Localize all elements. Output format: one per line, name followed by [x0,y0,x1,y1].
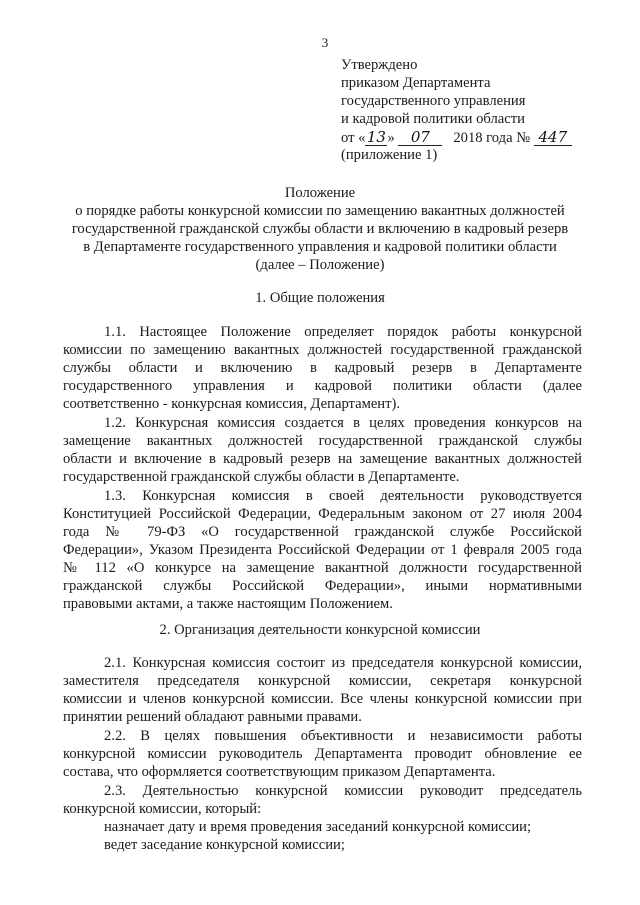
title-line: в Департаменте государственного управления и кадровой политики области [83,239,557,255]
paragraph-line: комиссии и членов конкурсной комиссии. Все члены конкурсной комиссии при [63,691,582,707]
list-item: назначает дату и время проведения заседаний конкурсной комиссии; [104,819,532,835]
page-number: 3 [321,35,329,50]
paragraph-line: комиссии по замещению вакантных должностей государственной гражданской [63,342,582,358]
paragraph-line: 1.1. Настоящее Положение определяет порядок работы конкурсной [104,324,582,340]
paragraph-line: государственной гражданской службы области в Департаменте. [63,469,460,485]
date-year: 2018 года № [453,130,531,146]
document-title: Положение [284,185,356,201]
paragraph-line: года № 79-ФЗ «О государственной гражданской службе Российской [63,524,582,540]
date-mid: » [387,130,395,146]
paragraph-line: соответственно - конкурсная комиссия, Департамент). [63,396,400,412]
paragraph-line: заместителя председателя конкурсной комиссии, секретаря конкурсной [63,673,582,689]
handwritten-number: 447 [534,130,572,146]
approval-line: государственного управления [341,93,526,109]
section-heading: 2. Организация деятельности конкурсной комиссии [159,622,481,638]
approval-line: Утверждено [341,57,418,73]
paragraph-line: правовыми актами, а также настоящим Положением. [63,596,393,612]
paragraph-line: 2.3. Деятельностью конкурсной комиссии руководит председатель [104,783,582,799]
title-line: государственной гражданской службы области и включению в кадровый резерв [71,221,569,237]
paragraph-line: состава, что оформляется соответствующим приказом Департамента. [63,764,496,780]
handwritten-month: 07 [398,130,442,146]
paragraph-line: государственного управления и кадровой политики области (далее [63,378,582,394]
paragraph-line: гражданской службы Российской Федерации», иными нормативными [63,578,582,594]
paragraph-line: 1.3. Конкурсная комиссия в своей деятельности руководствуется [104,488,582,504]
paragraph-line: службы области и включению в кадровый резерв в Департаменте [63,360,582,376]
handwritten-day: 13 [366,128,386,146]
paragraph-line: Федерации», Указом Президента Российской Федерации от 1 февраля 2005 года [63,542,582,558]
list-item: ведет заседание конкурсной комиссии; [104,837,345,853]
paragraph-line: Конституцией Российской Федерации, Федеральным законом от 27 июля 2004 [63,506,582,522]
paragraph-line: принятии решений обладают равными правами. [63,709,362,725]
paragraph-line: 2.2. В целях повышения объективности и независимости работы [104,728,582,744]
approval-line: (приложение 1) [341,147,438,163]
paragraph-line: конкурсной комиссии руководитель Департамента проводит обновление ее [63,746,582,762]
paragraph-line: области и включение в кадровый резерв на замещение вакантных должностей [63,451,582,467]
date-prefix: от « [341,130,366,146]
title-line: (далее – Положение) [255,257,385,273]
paragraph-line: № 112 «О конкурсе на замещение вакантной должности государственной [63,560,582,576]
paragraph-line: 1.2. Конкурсная комиссия создается в целях проведения конкурсов на [104,415,582,431]
approval-line: и кадровой политики области [341,111,525,127]
paragraph-line: замещение вакантных должностей государственной гражданской службы [63,433,582,449]
paragraph-line: 2.1. Конкурсная комиссия состоит из председателя конкурсной комиссии, [104,655,582,671]
approval-date-line [341,130,572,147]
paragraph-line: конкурсной комиссии, который: [63,801,262,817]
title-line: о порядке работы конкурсной комиссии по замещению вакантных должностей [75,203,565,219]
approval-line: приказом Департамента [341,75,491,91]
section-heading: 1. Общие положения [255,290,385,306]
